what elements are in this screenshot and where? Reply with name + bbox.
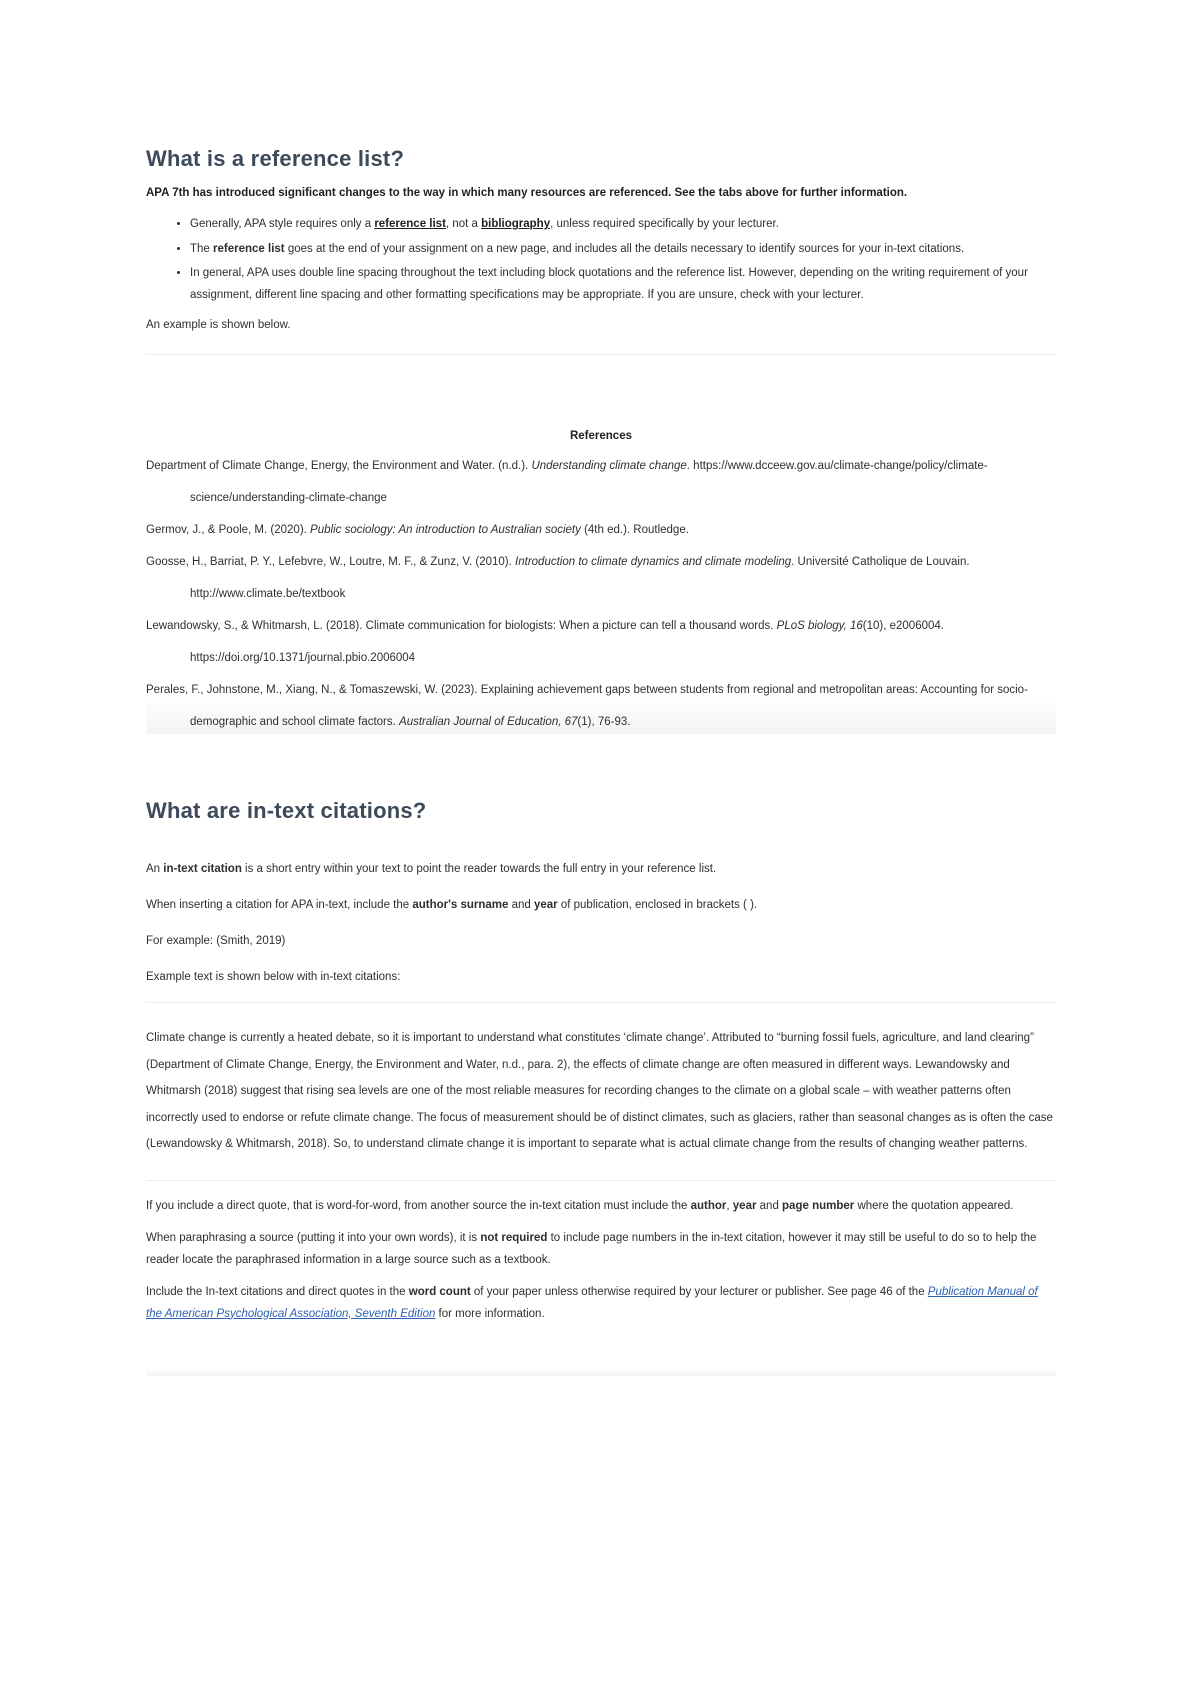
reference-list-heading: What is a reference list? xyxy=(146,146,405,171)
bullet-placement: • The reference list goes at the end of your assignment on a new page, and includes all the details necessary to identify sources for your in-text citations. xyxy=(190,239,1056,261)
references-title: References xyxy=(569,430,632,442)
intext-definition: An in-text citation is a short entry within your text to point the reader towards the full entry in your reference list. xyxy=(146,863,717,875)
references-entries xyxy=(146,450,1056,738)
intext-heading: What are in-text citations? xyxy=(146,798,427,823)
reference-entry: Goosse, H., Barriat, P. Y., Lefebvre, W., Loutre, M. F., & Zunz, V. (2010). Introduction to climate dynamics and climate modeling. Université Catholique de Louvain. http://www.climate.be/textbook xyxy=(146,556,970,600)
word-count-rule: Include the In-text citations and direct quotes in the word count of your paper unless otherwise required by your lecturer or publisher. See page 46 of the Publication Manual of the American Psychological Association, Seventh Edition for more information. xyxy=(146,1285,1038,1320)
intext-intro xyxy=(146,858,1056,988)
citation-rules xyxy=(146,1195,1056,1325)
section-divider xyxy=(146,1002,1056,1003)
bullet-line-spacing: • In general, APA uses double line spacing throughout the text including block quotations and the reference list. However, depending on the writing requirement of your assignment, different line spacing and other formatting specifications may be appropriate. If you are unsure, check with your lecturer. xyxy=(190,263,1056,306)
intext-section xyxy=(146,798,1056,1335)
reference-list-section xyxy=(146,146,1056,355)
apa-lead-text: APA 7th has introduced significant changes to the way in which many resources are referenced. See the tabs above for further information. xyxy=(146,187,908,199)
reference-list-link[interactable]: reference list xyxy=(374,218,446,230)
example-paragraph: Climate change is currently a heated debate, so it is important to understand what constitutes ‘climate change’. Attributed to “burning fossil fuels, agriculture, and land clearing” (Department of Climate Change, Energy, the Environment and Water, n.d., para. 2), the effects of climate change are often measured in different ways. Lewandowsky and Whitmarsh (2018) suggest that rising sea levels are one of the most reliable measures for recording changes to the climate on a global scale – with weather patterns often incorrectly used to endorse or refute climate change. The focus of measurement should be of distinct climates, such as glaciers, rather than seasonal changes as is often the case (Lewandowsky & Whitmarsh, 2018). So, to understand climate change it is important to separate what is actual climate change from the results of changing weather patterns. xyxy=(146,1032,1053,1150)
intext-example: For example: (Smith, 2019) xyxy=(146,935,286,947)
references-example-box xyxy=(146,430,1056,734)
paraphrase-rule: When paraphrasing a source (putting it into your own words), it is not required to include page numbers in the in-text citation, however it may still be useful to do so to help the reader locate the paraphrased information in a large source such as a textbook. xyxy=(146,1231,1037,1266)
bullet-reference-list: • Generally, APA style requires only a reference list, not a bibliography, unless required specifically by your lecturer. xyxy=(190,214,1056,236)
reference-entry: Lewandowsky, S., & Whitmarsh, L. (2018). Climate communication for biologists: When a picture can tell a thousand words. PLoS biology, 16(10), e2006004. https://doi.org/10.1371/journal.pbio.2006004 xyxy=(146,620,944,664)
reference-entry: Germov, J., & Poole, M. (2020). Public sociology: An introduction to Australian society (4th ed.). Routledge. xyxy=(146,524,689,536)
section-divider xyxy=(146,354,1056,355)
reference-entry: Perales, F., Johnstone, M., Xiang, N., & Tomaszewski, W. (2023). Explaining achievement gaps between students from regional and metropolitan areas: Accounting for socio-demographic and school climate factors. Australian Journal of Education, 67(1), 76-93. xyxy=(146,684,1028,728)
intext-instruction: When inserting a citation for APA in-text, include the author's surname and year of publication, enclosed in brackets ( ). xyxy=(146,899,758,911)
section-bottom-shade xyxy=(146,1368,1056,1376)
example-note: An example is shown below. xyxy=(146,319,291,331)
reference-bullet-list xyxy=(146,214,1056,306)
reference-entry: Department of Climate Change, Energy, the Environment and Water. (n.d.). Understanding climate change. https://www.dcceew.gov.au/climate-change/policy/climate-science/understanding-climate-change xyxy=(146,460,988,504)
bibliography-link[interactable]: bibliography xyxy=(481,218,551,230)
direct-quote-rule: If you include a direct quote, that is word-for-word, from another source the in-text citation must include the author, year and page number where the quotation appeared. xyxy=(146,1199,1014,1212)
section-divider xyxy=(146,1180,1056,1181)
intext-example-note: Example text is shown below with in-text citations: xyxy=(146,971,401,983)
apa-manual-link[interactable]: Publication Manual of the American Psychological Association, Seventh Edition xyxy=(146,1285,1038,1320)
